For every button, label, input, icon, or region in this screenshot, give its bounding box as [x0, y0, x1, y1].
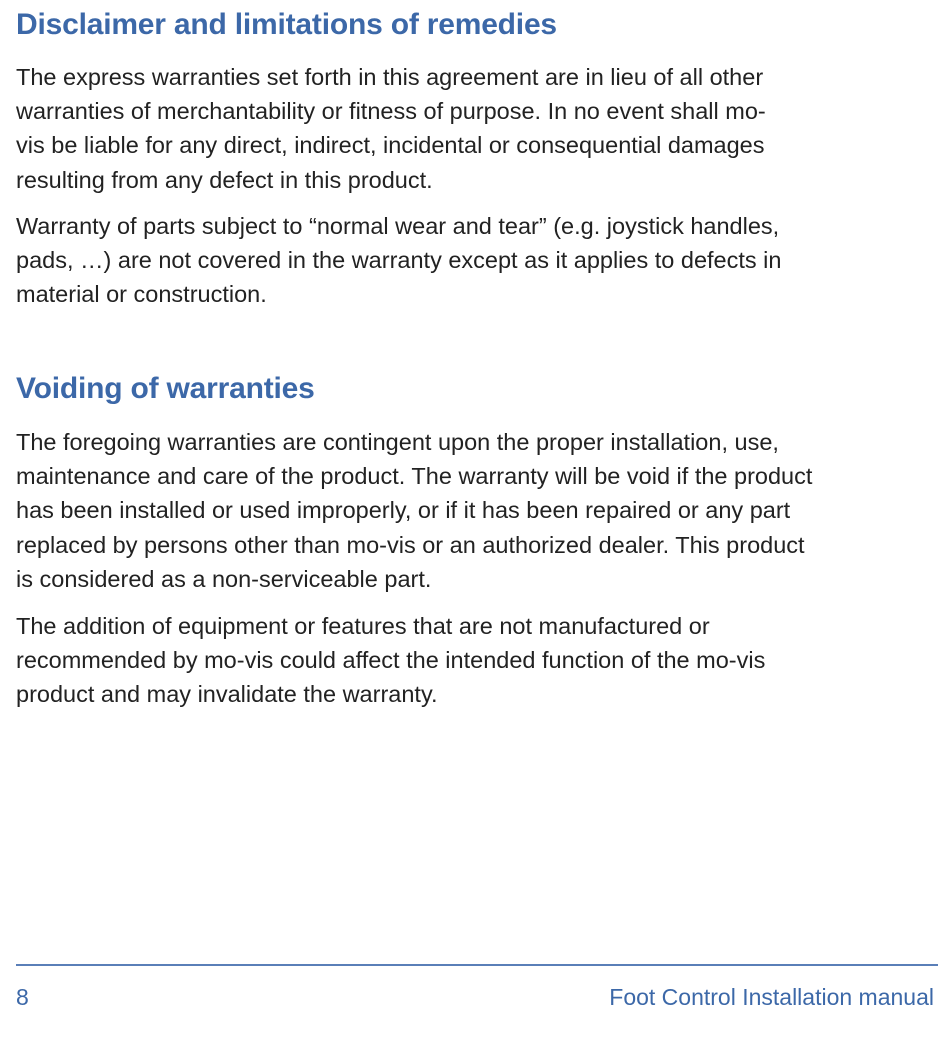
text-line: recommended by mo-vis could affect the intended function of the mo-vis [16, 647, 766, 674]
text-line: has been installed or used improperly, or if it has been repaired or any part [16, 497, 791, 524]
text-line: warranties of merchantability or fitness of purpose. In no event shall mo- [16, 98, 766, 125]
text-line: vis be liable for any direct, indirect, incidental or consequential damages [16, 132, 765, 159]
paragraph-wear-and-tear [16, 209, 938, 312]
text-line: material or construction. [16, 281, 267, 308]
text-line: replaced by persons other than mo-vis or an authorized dealer. This product [16, 531, 805, 558]
text-line: resulting from any defect in this product. [16, 166, 433, 193]
footer-divider [16, 964, 938, 966]
paragraph-equipment [16, 609, 938, 712]
text-line: is considered as a non-serviceable part. [16, 565, 432, 592]
text-line: pads, …) are not covered in the warranty except as it applies to defects in [16, 247, 782, 274]
page-number: 8 [16, 984, 29, 1010]
text-line: The express warranties set forth in this agreement are in lieu of all other [16, 64, 764, 90]
text-line: Warranty of parts subject to “normal wear and tear” (e.g. joystick handles, [16, 213, 780, 239]
section-heading-disclaimer: Disclaimer and limitations of remedies [16, 8, 557, 41]
text-line: product and may invalidate the warranty. [16, 681, 438, 708]
text-line: maintenance and care of the product. The warranty will be void if the product [16, 463, 813, 490]
section-heading-voiding: Voiding of warranties [16, 372, 315, 405]
paragraph-contingent [16, 425, 938, 596]
document-title: Foot Control Installation manual [609, 984, 934, 1010]
text-line: The addition of equipment or features that are not manufactured or [16, 613, 710, 639]
paragraph-disclaimer [16, 60, 938, 197]
text-line: The foregoing warranties are contingent upon the proper installation, use, [16, 429, 779, 455]
